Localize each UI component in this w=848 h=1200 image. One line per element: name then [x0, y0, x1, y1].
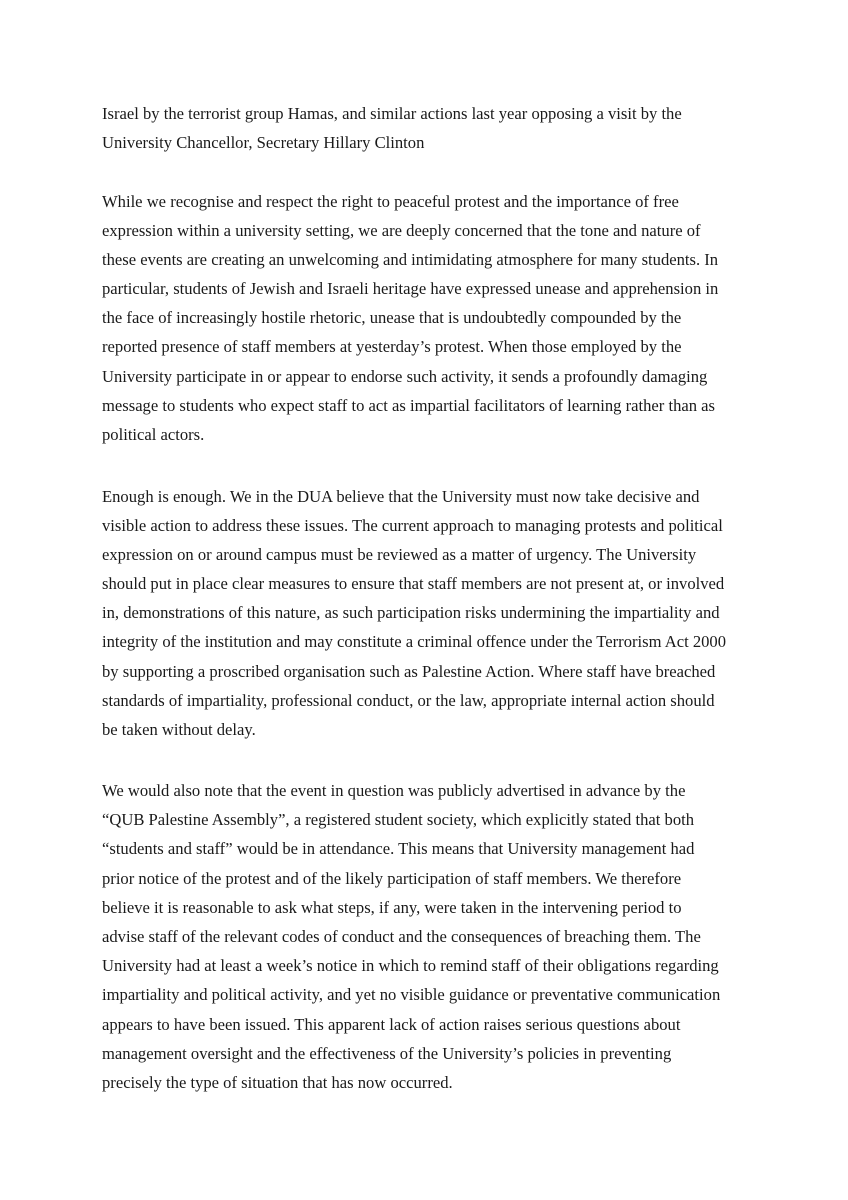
- text-line: University Chancellor, Secretary Hillary Clinton: [102, 132, 425, 152]
- text-line: message to students who expect staff to act as impartial facilitators of learning rather than as: [102, 395, 715, 415]
- text-line: Israel by the terrorist group Hamas, and similar actions last year opposing a visit by the: [102, 103, 682, 123]
- paragraph-intro-continuation: [102, 99, 682, 157]
- text-line: visible action to address these issues. The current approach to managing protests and political: [102, 515, 723, 535]
- text-line: Enough is enough. We in the DUA believe that the University must now take decisive and: [102, 486, 700, 506]
- text-line: particular, students of Jewish and Israeli heritage have expressed unease and apprehension in: [102, 279, 719, 299]
- text-line: “students and staff” would be in attendance. This means that University management had: [102, 839, 695, 859]
- text-line: “QUB Palestine Assembly”, a registered student society, which explicitly stated that both: [102, 810, 695, 830]
- text-line: appears to have been issued. This apparent lack of action raises serious questions about: [102, 1014, 681, 1034]
- text-line: expression on or around campus must be reviewed as a matter of urgency. The University: [102, 544, 697, 564]
- text-line: in, demonstrations of this nature, as such participation risks undermining the impartiality and: [102, 603, 720, 623]
- text-line: these events are creating an unwelcoming and intimidating atmosphere for many students. In: [102, 249, 719, 269]
- text-line: advise staff of the relevant codes of conduct and the consequences of breaching them. The: [102, 926, 701, 946]
- text-line: prior notice of the protest and of the likely participation of staff members. We therefore: [102, 868, 682, 888]
- paragraph-decisive-action: [102, 482, 726, 745]
- text-line: reported presence of staff members at yesterday’s protest. When those employed by the: [102, 337, 682, 357]
- text-line: expression within a university setting, we are deeply concerned that the tone and nature of: [102, 220, 701, 240]
- text-line: impartiality and political activity, and yet no visible guidance or preventative communication: [102, 985, 721, 1005]
- text-line: by supporting a proscribed organisation such as Palestine Action. Where staff have breached: [102, 661, 716, 681]
- text-line: management oversight and the effectiveness of the University’s policies in preventing: [102, 1043, 672, 1063]
- text-line: University participate in or appear to endorse such activity, it sends a profoundly damaging: [102, 366, 708, 386]
- paragraph-advance-notice: [102, 776, 720, 1097]
- text-line: should put in place clear measures to ensure that staff members are not present at, or involved: [102, 574, 725, 594]
- text-line: the face of increasingly hostile rhetoric, unease that is undoubtedly compounded by the: [102, 308, 682, 328]
- text-line: While we recognise and respect the right to peaceful protest and the importance of free: [102, 191, 679, 211]
- text-line: political actors.: [102, 425, 205, 444]
- text-line: be taken without delay.: [102, 720, 256, 739]
- text-line: integrity of the institution and may constitute a criminal offence under the Terrorism Act 2000: [102, 632, 727, 652]
- paragraph-protest-concerns: [102, 187, 718, 450]
- text-line: believe it is reasonable to ask what steps, if any, were taken in the intervening period to: [102, 897, 682, 917]
- text-line: University had at least a week’s notice in which to remind staff of their obligations regarding: [102, 956, 719, 976]
- text-line: precisely the type of situation that has now occurred.: [102, 1072, 453, 1092]
- text-line: standards of impartiality, professional conduct, or the law, appropriate internal action should: [102, 690, 715, 710]
- text-line: We would also note that the event in question was publicly advertised in advance by the: [102, 781, 686, 800]
